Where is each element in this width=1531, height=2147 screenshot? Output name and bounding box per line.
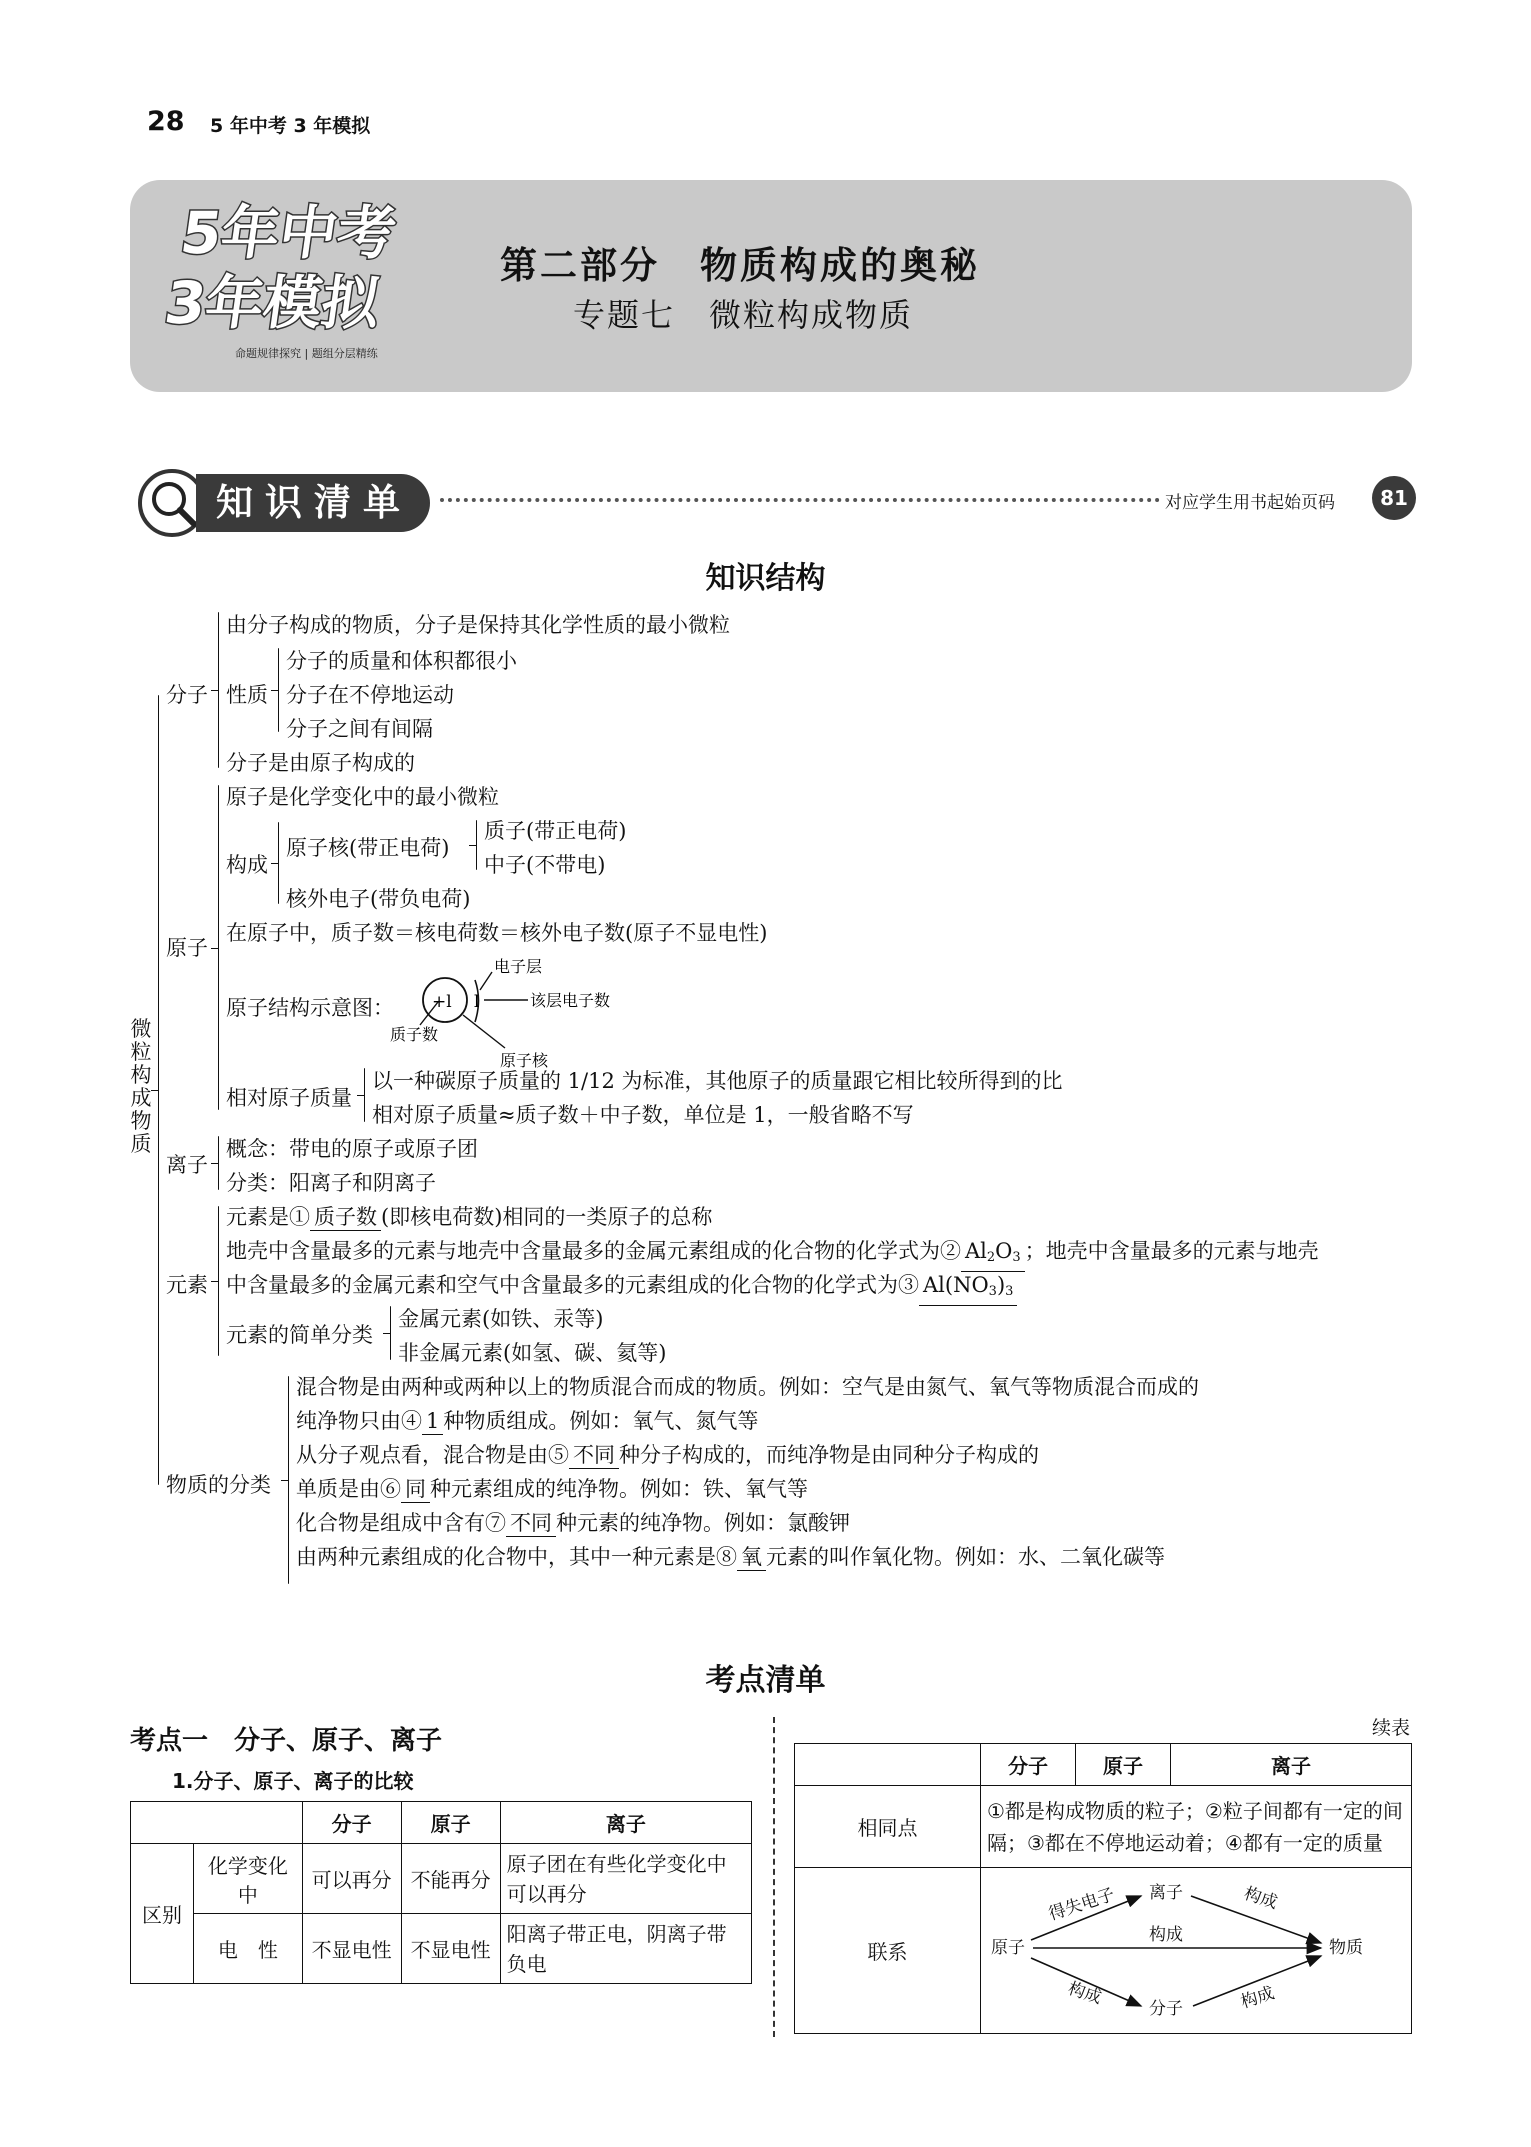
classification-line: 纯净物只由④ 1 种物质组成。例如：氧气、氮气等 xyxy=(296,1409,759,1433)
exam-points-title: 考点清单 xyxy=(705,1663,826,1698)
simple-brace xyxy=(390,1306,391,1360)
atom-brace xyxy=(218,785,219,1110)
table-cell: 原子团在有些化学变化中可以再分 xyxy=(500,1844,751,1914)
classification-line: 混合物是由两种或两种以上的物质混合而成的物质。例如：空气是由氮气、氧气等物质混合而成的 xyxy=(296,1375,1199,1399)
edge-label: 得失电子 xyxy=(1046,1884,1118,1925)
atom-comp-label: 构成 xyxy=(226,853,268,877)
answer-blank-4: 1 xyxy=(422,1408,443,1435)
atom-ram-label: 相对原子质量 xyxy=(226,1086,352,1110)
diagram-shell: 电子层 xyxy=(494,957,543,976)
row-label: 化学变化中 xyxy=(194,1844,303,1914)
same-text: ①都是构成物质的粒子；②粒子间都有一定的间隔；③都在不停地运动着；④都有一定的质量 xyxy=(981,1786,1412,1868)
atom-label: 原子 xyxy=(166,936,208,960)
props-brace xyxy=(278,648,279,732)
row-label: 电 性 xyxy=(194,1914,303,1984)
ion-label: 离子 xyxy=(166,1153,208,1177)
classification-line: 从分子观点看，混合物是由⑤ 不同 种分子构成的，而纯净物是由同种分子构成的 xyxy=(296,1443,1039,1467)
molecule-composed: 分子是由原子构成的 xyxy=(226,751,415,775)
logo-line-2: 3年模拟 xyxy=(160,269,385,337)
molecule-prop: 分子之间有间隔 xyxy=(286,717,433,741)
topic-title: 专题七 微粒构成物质 xyxy=(573,296,914,334)
header-ion: 离子 xyxy=(500,1802,751,1844)
column-divider xyxy=(773,1717,775,2037)
answer-blank-2: $Al_2O_3$ xyxy=(961,1238,1025,1272)
answer-blank-3: $Al(NO_3)_3$ xyxy=(919,1272,1017,1306)
header-ion: 离子 xyxy=(1171,1744,1412,1786)
page-number: 28 xyxy=(147,106,185,137)
edge-label: 构成 xyxy=(1241,1883,1280,1914)
edge-label: 构成 xyxy=(1238,1983,1277,2013)
classification-label: 物质的分类 xyxy=(166,1473,271,1497)
table-cell: 不显电性 xyxy=(401,1914,500,1984)
ion-class: 分类：阳离子和阴离子 xyxy=(226,1171,436,1195)
node-matter: 物质 xyxy=(1329,1938,1363,1958)
atom-def: 原子是化学变化中的最小微粒 xyxy=(226,785,499,809)
book-title: 5 年中考 3 年模拟 xyxy=(210,115,371,137)
element-metal: 金属元素(如铁、汞等) xyxy=(398,1307,604,1331)
element-line2: 地壳中含量最多的元素与地壳中含量最多的金属元素组成的化合物的化学式为② $Al_2O_3$ ；地壳中含量最多的元素与地壳 xyxy=(226,1238,1319,1272)
table-cell: 阳离子带正电，阴离子带负电 xyxy=(500,1914,751,1984)
atom-structure-diagram xyxy=(380,950,650,1070)
comparison-table-continued xyxy=(794,1743,1412,2034)
logo-line-1: 5年中考 xyxy=(176,199,400,267)
classification-brace xyxy=(288,1376,289,1584)
molecule-props-label: 性质 xyxy=(226,683,268,707)
header-molecule: 分子 xyxy=(981,1744,1076,1786)
comp-brace xyxy=(278,822,279,904)
dotted-leader xyxy=(440,498,1160,502)
element-nonmetal: 非金属元素(如氢、碳、氦等) xyxy=(398,1341,667,1365)
atom-nucleus: 原子核(带正电荷) xyxy=(286,836,450,860)
molecule-def: 由分子构成的物质，分子是保持其化学性质的最小微粒 xyxy=(226,613,730,637)
ion-brace xyxy=(218,1136,219,1190)
classification-line: 由两种元素组成的化合物中，其中一种元素是⑧ 氧 元素的叫作氧化物。例如：水、二氧化碳等 xyxy=(296,1545,1165,1569)
edge-label: 构成 xyxy=(1149,1925,1183,1945)
classification-line: 化合物是组成中含有⑦ 不同 种元素的纯净物。例如：氯酸钾 xyxy=(296,1511,850,1535)
node-molecule: 分子 xyxy=(1149,1999,1183,2019)
element-line3: 中含量最多的金属元素和空气中含量最多的元素组成的化合物的化学式为③ $Al(NO_3)_3$ xyxy=(226,1272,1017,1306)
edge-label: 构成 xyxy=(1065,1978,1104,2009)
diagram-nucleus-text: +l xyxy=(432,992,452,1012)
molecule-prop: 分子的质量和体积都很小 xyxy=(286,649,517,673)
book-logo xyxy=(130,185,400,370)
part-title: 第二部分 物质构成的奥秘 xyxy=(500,244,980,287)
page-ref-text: 对应学生用书起始页码 xyxy=(1165,493,1335,513)
page-ref-number: 81 xyxy=(1372,476,1416,520)
comparison-table xyxy=(130,1801,752,1984)
atom-diagram-label: 原子结构示意图： xyxy=(226,996,394,1020)
atom-proton: 质子(带正电荷) xyxy=(484,819,627,843)
section-label: 知识清单 xyxy=(196,474,430,532)
table-cell: 不显电性 xyxy=(302,1914,401,1984)
element-brace xyxy=(218,1206,219,1356)
atom-electron: 核外电子(带负电荷) xyxy=(286,887,471,911)
answer-blank-1: 质子数 xyxy=(310,1204,381,1231)
diagram-shell-text: l xyxy=(474,992,480,1012)
diagram-proton: 质子数 xyxy=(390,1025,439,1044)
header-atom: 原子 xyxy=(1076,1744,1171,1786)
atom-neutron: 中子(不带电) xyxy=(484,853,606,877)
logo-tagline: 命题规律探究 | 题组分层精练 xyxy=(235,347,378,360)
classification-line: 单质是由⑥ 同 种元素组成的纯净物。例如：铁、氧气等 xyxy=(296,1477,808,1501)
continued-label: 续表 xyxy=(1372,1717,1411,1739)
exam-point-1-subtitle: 1.分子、原子、离子的比较 xyxy=(172,1769,414,1793)
atom-equality: 在原子中，质子数＝核电荷数＝核外电子数(原子不显电性) xyxy=(226,921,768,945)
answer-blank-5: 不同 xyxy=(569,1442,619,1469)
node-atom: 原子 xyxy=(991,1938,1025,1958)
diagram-core: 原子核 xyxy=(500,1051,549,1070)
row-group-label: 区别 xyxy=(131,1844,194,1984)
node-ion: 离子 xyxy=(1149,1883,1183,1903)
ram-brace xyxy=(364,1068,365,1122)
answer-blank-8: 氧 xyxy=(737,1544,766,1571)
answer-blank-7: 不同 xyxy=(506,1510,556,1537)
header-molecule: 分子 xyxy=(302,1802,401,1844)
element-label: 元素 xyxy=(166,1273,208,1297)
molecule-brace xyxy=(218,612,219,768)
knowledge-structure-title: 知识结构 xyxy=(705,561,826,596)
nucleus-brace xyxy=(476,820,477,870)
answer-blank-6: 同 xyxy=(401,1476,430,1503)
atom-ram1: 以一种碳原子质量的 1/12 为标准，其他原子的质量跟它相比较所得到的比 xyxy=(372,1069,1063,1093)
root-brace xyxy=(158,695,159,1485)
header-atom: 原子 xyxy=(401,1802,500,1844)
root-label: 微 粒 构 成 物 质 xyxy=(130,1017,152,1156)
molecule-prop: 分子在不停地运动 xyxy=(286,683,454,707)
same-label: 相同点 xyxy=(795,1786,981,1868)
link-label: 联系 xyxy=(795,1868,981,2034)
ion-concept: 概念：带电的原子或原子团 xyxy=(226,1137,478,1161)
diagram-shell-count: 该层电子数 xyxy=(530,991,611,1010)
relationship-diagram xyxy=(981,1868,1411,2028)
exam-point-1-title: 考点一 分子、原子、离子 xyxy=(130,1726,443,1756)
molecule-label: 分子 xyxy=(166,683,208,707)
element-simple-label: 元素的简单分类 xyxy=(226,1323,373,1347)
table-cell: 可以再分 xyxy=(302,1844,401,1914)
atom-ram2: 相对原子质量≈质子数＋中子数，单位是 1，一般省略不写 xyxy=(372,1103,914,1127)
element-line1: 元素是① 质子数 (即核电荷数)相同的一类原子的总称 xyxy=(226,1205,713,1229)
table-cell: 不能再分 xyxy=(401,1844,500,1914)
